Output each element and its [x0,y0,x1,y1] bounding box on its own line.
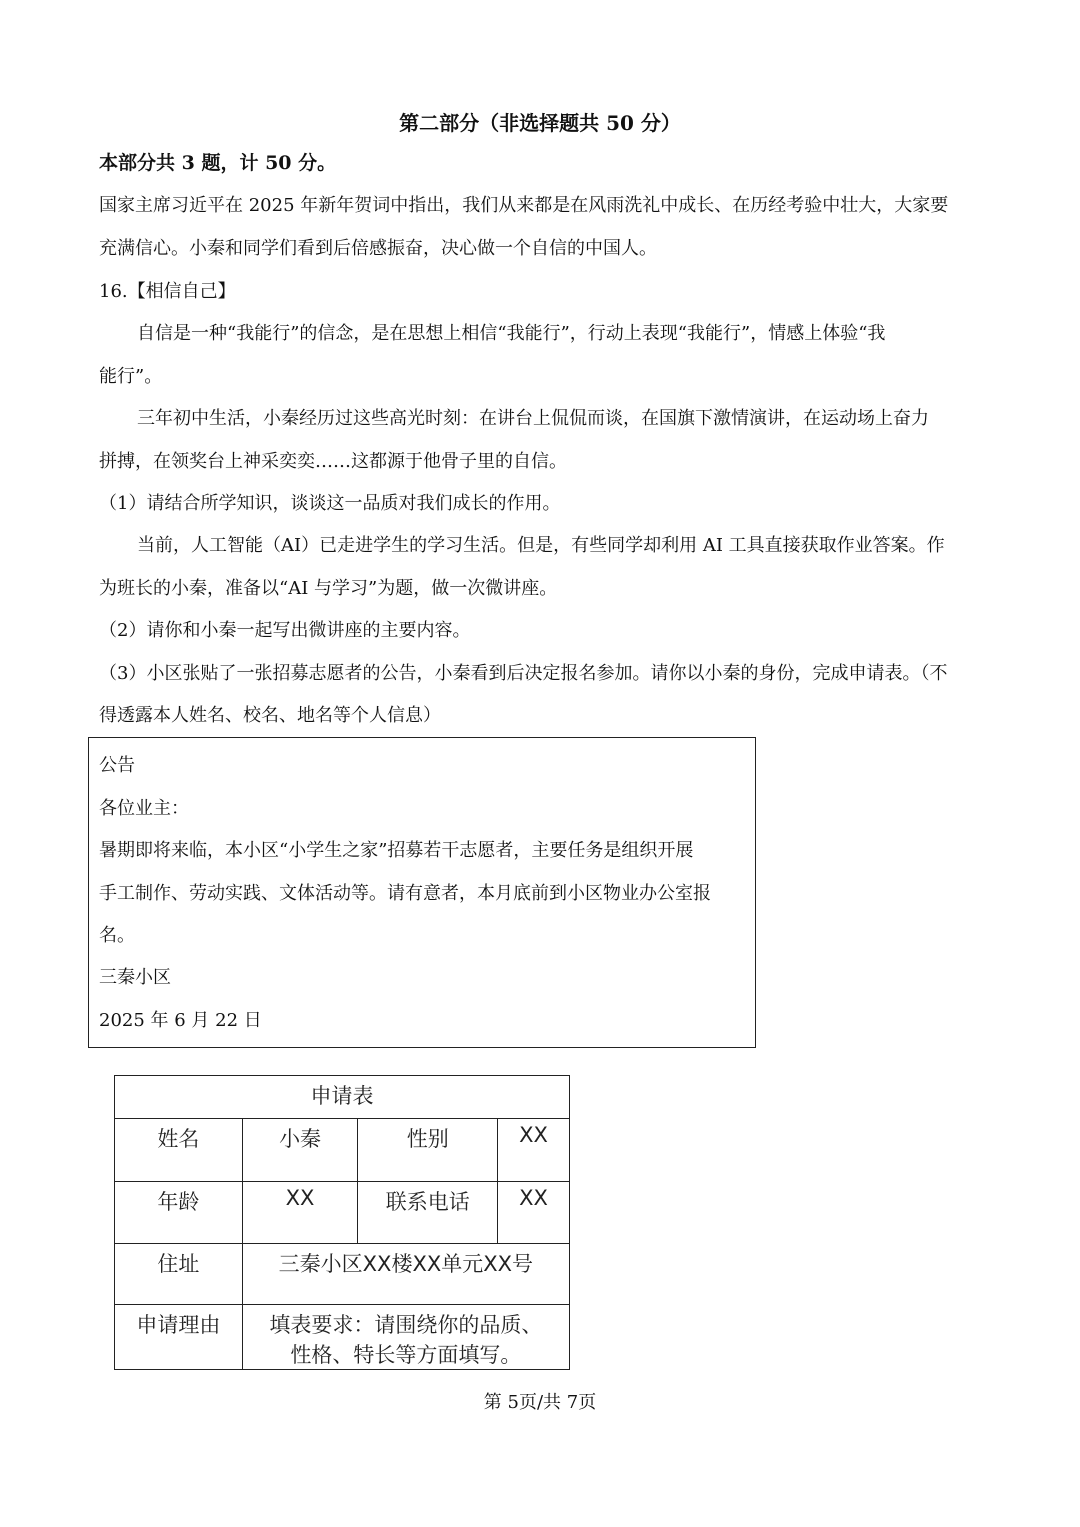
sub-question-3: （3）小区张贴了一张招募志愿者的公告，小秦看到后决定报名参加。请你以小秦的身份，完成申请表。（不 [99,663,948,684]
address-label: 住址 [115,1244,243,1305]
paragraph-line: 能行”。 [99,366,163,387]
age-value[interactable]: XX [242,1182,358,1244]
reason-value[interactable] [242,1305,569,1370]
form-title: 申请表 [115,1076,570,1119]
sub-question-3: 得透露本人姓名、校名、地名等个人信息） [99,705,441,726]
phone-value[interactable]: XX [498,1182,570,1244]
sub-question-1: （1）请结合所学知识，谈谈这一品质对我们成长的作用。 [99,493,561,514]
notice-body-line: 名。 [99,925,135,946]
paragraph-line: 自信是一种“我能行”的信念，是在思想上相信“我能行”，行动上表现“我能行”，情感上体验“我 [137,323,886,344]
address-value[interactable]: 三秦小区XX楼XX单元XX号 [242,1244,569,1305]
age-label: 年龄 [115,1182,243,1244]
paragraph-line: 三年初中生活，小秦经历过这些高光时刻：在讲台上侃侃而谈，在国旗下激情演讲，在运动场上奋力 [137,408,929,429]
reason-label: 申请理由 [115,1305,243,1370]
phone-label: 联系电话 [358,1182,498,1244]
reason-requirement-line: 填表要求：请围绕你的品质、 [269,1313,543,1337]
notice-title: 公告 [99,755,135,776]
notice-signature: 三秦小区 [99,967,171,988]
reason-requirement-line: 性格、特长等方面填写。 [290,1343,522,1367]
name-value[interactable]: 小秦 [242,1119,358,1182]
context-line: 充满信心。小秦和同学们看到后倍感振奋，决心做一个自信的中国人。 [99,238,657,259]
notice-greeting: 各位业主： [99,798,189,819]
application-form [114,1075,570,1370]
notice-body-line: 暑期即将来临，本小区“小学生之家”招募若干志愿者，主要任务是组织开展 [99,840,694,861]
paragraph-line: 拼搏，在领奖台上神采奕奕……这都源于他骨子里的自信。 [99,451,567,472]
notice-box [88,737,756,1048]
notice-body-line: 手工制作、劳动实践、文体活动等。请有意者，本月底前到小区物业办公室报 [99,883,711,904]
page-number: 第 5页/共 7页 [483,1392,597,1413]
question-header: 16.【相信自己】 [99,281,236,302]
paragraph-line: 为班长的小秦，准备以“AI 与学习”为题，做一次微讲座。 [99,578,558,599]
notice-date: 2025 年 6 月 22 日 [99,1010,262,1031]
context-line: 国家主席习近平在 2025 年新年贺词中指出，我们从来都是在风雨洗礼中成长、在历经考验中壮大，大家要 [99,195,949,216]
paragraph-line: 当前，人工智能（AI）已走进学生的学习生活。但是，有些同学却利用 AI 工具直接获取作业答案。作 [137,535,945,556]
gender-label: 性别 [358,1119,498,1182]
section-intro: 本部分共 3 题，计 50 分。 [99,152,337,174]
name-label: 姓名 [115,1119,243,1182]
sub-question-2: （2）请你和小秦一起写出微讲座的主要内容。 [99,620,471,641]
section-title: 第二部分（非选择题共 50 分） [399,111,681,135]
gender-value[interactable]: XX [498,1119,570,1182]
